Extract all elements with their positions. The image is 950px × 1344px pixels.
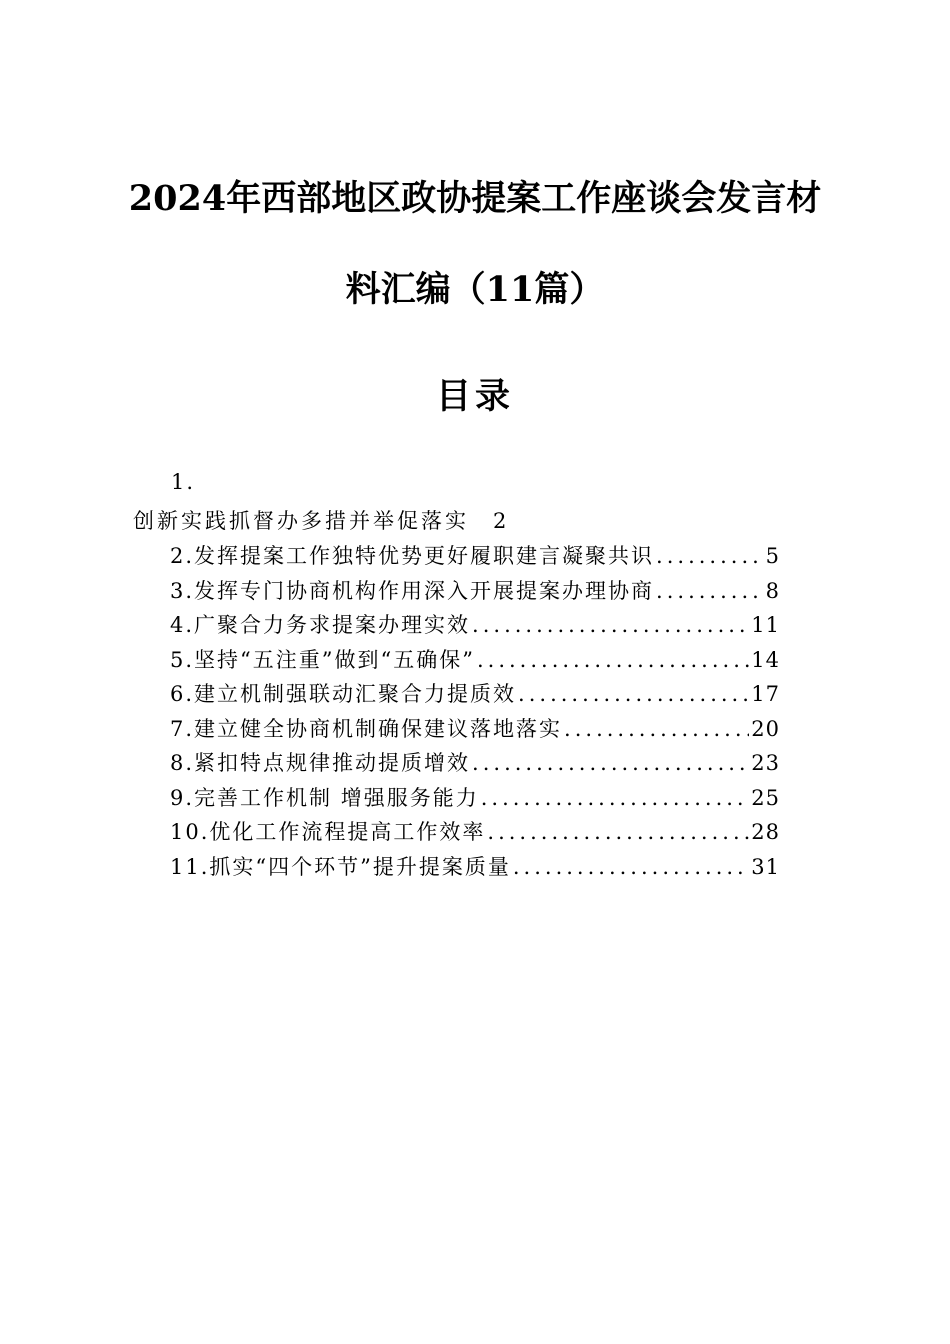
toc-entry-label: 7.建立健全协商机制确保建议落地落实 — [170, 716, 563, 741]
toc-entry-4[interactable] — [170, 609, 780, 639]
toc-dot-leader — [487, 820, 749, 844]
toc-entry-1-label: 创新实践抓督办多措并举促落实 — [133, 509, 469, 533]
toc-dot-leader — [472, 613, 749, 637]
toc-heading: 目录 — [435, 376, 514, 417]
toc-entry-11[interactable] — [170, 851, 780, 881]
toc-entry-page: 23 — [751, 751, 780, 775]
toc-entry-page: 28 — [751, 820, 780, 844]
toc-entry-page: 17 — [751, 682, 780, 706]
toc-dot-leader — [472, 751, 749, 775]
toc-entry-10[interactable] — [170, 816, 780, 846]
toc-dot-leader — [477, 648, 749, 672]
toc-entry-label: 11.抓实“四个环节”提升提案质量 — [170, 854, 511, 879]
toc-entry-page: 5 — [765, 544, 780, 568]
toc-entry-page: 25 — [751, 785, 780, 810]
toc-entry-1-number: 1. — [171, 470, 196, 494]
toc-entry-label: 5.坚持“五注重”做到“五确保” — [170, 647, 475, 672]
toc-dot-leader — [518, 682, 749, 706]
toc-entry-7[interactable] — [170, 713, 780, 743]
toc-entry-label: 3.发挥专门协商机构作用深入开展提案办理协商 — [170, 578, 655, 603]
document-title-line-1: 2024年西部地区政协提案工作座谈会发言材 — [128, 178, 822, 219]
toc-entry-5[interactable] — [170, 644, 780, 674]
toc-entry-label: 6.建立机制强联动汇聚合力提质效 — [170, 682, 517, 706]
toc-dot-leader — [656, 544, 764, 568]
toc-dot-leader — [564, 717, 749, 741]
toc-entry-label: 4.广聚合力务求提案办理实效 — [170, 613, 471, 637]
toc-entry-2[interactable] — [170, 540, 780, 570]
toc-entry-6[interactable] — [170, 678, 780, 708]
document-title-line-2: 料汇编（11篇） — [345, 269, 605, 310]
toc-entry-9[interactable] — [170, 782, 780, 812]
toc-entry-3[interactable] — [170, 575, 780, 605]
toc-entry-page: 11 — [751, 613, 780, 637]
toc-dot-leader — [513, 855, 749, 879]
toc-entry-label: 2.发挥提案工作独特优势更好履职建言凝聚共识 — [170, 544, 655, 568]
toc-entry-label: 9.完善工作机制 增强服务能力 — [170, 785, 479, 810]
toc-entry-page: 20 — [751, 716, 780, 741]
toc-entry-1[interactable] — [133, 505, 509, 535]
toc-dot-leader — [656, 579, 764, 603]
toc-entry-8[interactable] — [170, 747, 780, 777]
toc-entry-page: 31 — [751, 854, 780, 879]
toc-entry-label: 10.优化工作流程提高工作效率 — [170, 820, 486, 844]
toc-entry-page: 8 — [765, 578, 780, 603]
toc-entry-page: 14 — [751, 647, 780, 672]
toc-entry-1-page: 2 — [493, 509, 510, 533]
toc-entry-label: 8.紧扣特点规律推动提质增效 — [170, 751, 471, 775]
toc-dot-leader — [481, 786, 750, 810]
